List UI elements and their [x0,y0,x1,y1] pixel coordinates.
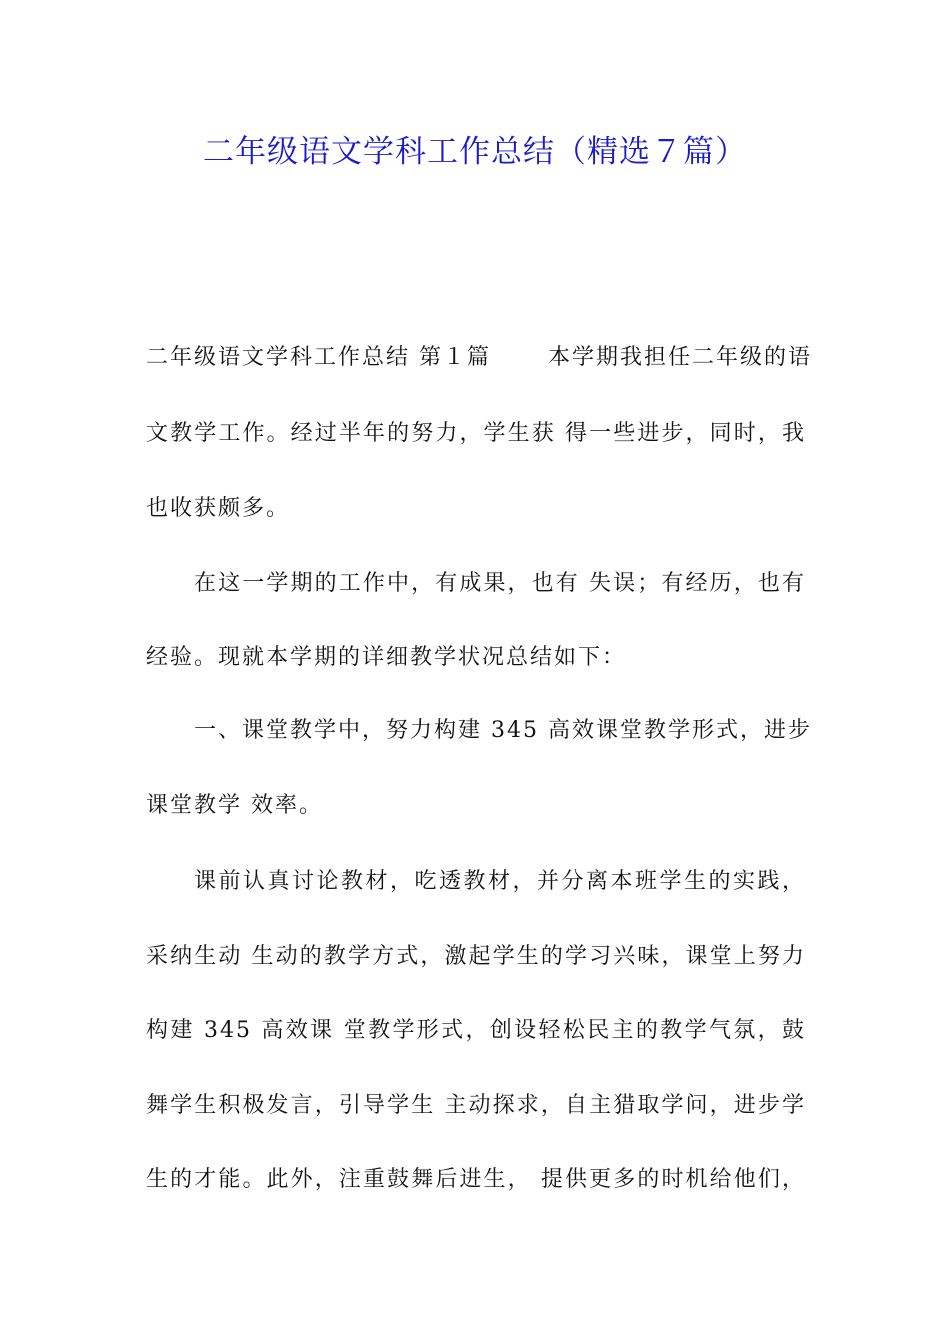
text-line: 经验。现就本学期的详细教学状况总结如下： [146,645,627,670]
text-line: 在这一学期的工作中，有成果，也有 失误；有经历，也有 [194,571,806,596]
text-line: 舞学生积极发言，引导学生 主动探求，自主猎取学问，进步学 [146,1093,806,1118]
text-line: 课堂教学 效率。 [146,793,323,818]
text-line: 生的才能。此外，注重鼓舞后进生， 提供更多的时机给他们， [146,1167,806,1192]
text-line: 文教学工作。经过半年的努力，学生获 得一些进步，同时，我 [146,421,806,446]
text-line: 采纳生动 生动的教学方式，激起学生的学习兴味，课堂上努力 [146,944,806,969]
text-line: 也收获颇多。 [146,496,291,521]
text-line: 构建 345 高效课 堂教学形式，创设轻松民主的教学气氛，鼓 [146,1018,806,1043]
text-line: 一、课堂教学中，努力构建 345 高效课堂教学形式，进步 [194,718,812,743]
document-title: 二年级语文学科工作总结（精选７篇） [203,134,747,170]
text-line: 课前认真讨论教材，吃透教材，并分离本班学生的实践， [194,869,806,894]
text-line: 二年级语文学科工作总结 第１篇 本学期我担任二年级的语 [146,345,812,370]
